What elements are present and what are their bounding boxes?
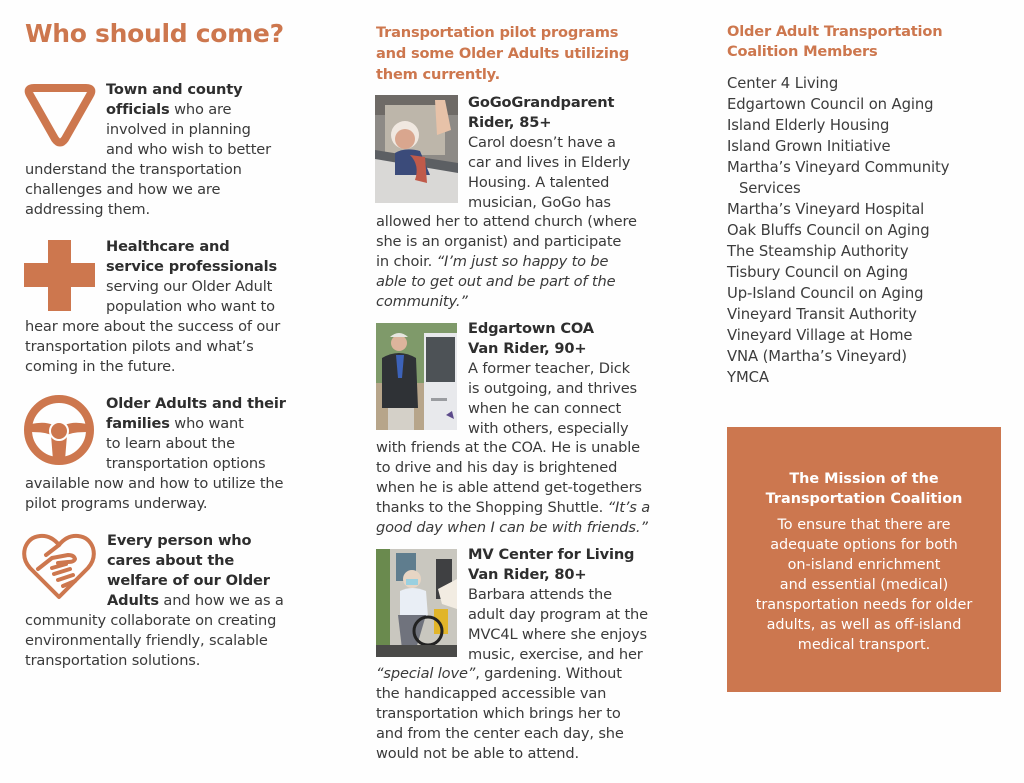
mission-text: transportation needs for older [755, 597, 973, 613]
member-item: Edgartown Council on Aging [727, 96, 934, 113]
mission-text: To ensure that there are [777, 517, 951, 533]
audience-text: serving our Older Adult [106, 278, 273, 295]
member-item: Martha’s Vineyard Community [727, 159, 950, 176]
mission-box [727, 427, 1001, 692]
story-quote: “special love” [376, 665, 476, 682]
audience-bold: cares about the [107, 552, 235, 569]
story-photo-dick [376, 323, 457, 430]
story-title: GoGoGrandparent [468, 94, 615, 111]
story-title: Edgartown COA [468, 320, 594, 337]
member-item: Center 4 Living [727, 75, 839, 92]
heading-line: Transportation pilot programs [376, 24, 619, 41]
story-quote: “It’s a [607, 499, 651, 516]
audience-text: transportation options [106, 455, 266, 472]
story-text: with friends at the COA. He is unable [376, 439, 640, 456]
audience-text: hear more about the success of our [25, 318, 281, 335]
story-text: Housing. A talented [468, 174, 610, 191]
member-item: Island Elderly Housing [727, 117, 890, 134]
member-item: Services [739, 180, 801, 197]
audience-bold: officials [106, 101, 170, 118]
member-item: Martha’s Vineyard Hospital [727, 201, 925, 218]
audience-bold: Every person who [107, 532, 252, 549]
story-quote: community.” [376, 293, 468, 310]
story-text: is outgoing, and thrives [468, 380, 637, 397]
story-text: A former teacher, Dick [468, 360, 630, 377]
audience-text: challenges and how we are [25, 181, 221, 198]
audience-bold: Adults [107, 592, 159, 609]
member-item: Up-Island Council on Aging [727, 285, 924, 302]
story-text: musician, GoGo has [468, 194, 611, 211]
mission-title: Transportation Coalition [765, 491, 963, 507]
member-item: Island Grown Initiative [727, 138, 891, 155]
mission-text: on-island enrichment [787, 557, 941, 573]
steering-wheel-icon [23, 394, 95, 466]
page-title: Who should come? [25, 19, 284, 48]
audience-text: environmentally friendly, scalable [25, 632, 268, 649]
heart-handshake-icon [20, 531, 98, 603]
story-title: Rider, 85+ [468, 114, 552, 131]
mission-text: adequate options for both [770, 537, 958, 553]
story-text: music, exercise, and her [468, 646, 643, 663]
audience-text: pilot programs underway. [25, 495, 208, 512]
story-text: when he can connect [468, 400, 622, 417]
story-text: adult day program at the [468, 606, 648, 623]
audience-bold: Healthcare and [106, 238, 230, 255]
audience-text: understand the transportation [25, 161, 242, 178]
member-item: Vineyard Village at Home [727, 327, 913, 344]
yield-triangle-icon [24, 83, 96, 149]
story-quote: good day when I can be with friends.” [376, 519, 648, 536]
audience-text: involved in planning [106, 121, 251, 138]
story-text: to drive and his day is brightened [376, 459, 618, 476]
story-title: MV Center for Living [468, 546, 635, 563]
member-item: YMCA [727, 369, 769, 386]
story-text: car and lives in Elderly [468, 154, 631, 171]
story-text: MVC4L where she enjoys [468, 626, 647, 643]
story-photo-barbara [376, 549, 457, 657]
audience-text: to learn about the [106, 435, 235, 452]
story-text: when he is able attend get-togethers [376, 479, 642, 496]
member-item: Vineyard Transit Authority [727, 306, 917, 323]
heading-line: Older Adult Transportation [727, 23, 943, 40]
member-item: Oak Bluffs Council on Aging [727, 222, 930, 239]
story-quote: “I’m just so happy to be [436, 253, 609, 270]
mission-title: The Mission of the [789, 471, 939, 487]
member-item: VNA (Martha’s Vineyard) [727, 348, 907, 365]
audience-text: and who wish to better [106, 141, 271, 158]
audience-bold: service professionals [106, 258, 278, 275]
story-title: Van Rider, 90+ [468, 340, 587, 357]
mission-text: and essential (medical) [779, 577, 949, 593]
heading-line: Coalition Members [727, 43, 878, 60]
story-text: allowed her to attend church (where [376, 213, 637, 230]
mission-text: adults, as well as off-island [766, 617, 962, 633]
audience-text: transportation pilots and what’s [25, 338, 254, 355]
audience-text: and how we as a [158, 592, 284, 609]
story-text: transportation which brings her to [376, 705, 621, 722]
story-text: would not be able to attend. [376, 745, 579, 762]
story-text: in choir. [376, 253, 437, 270]
audience-bold: Older Adults and their [106, 395, 286, 412]
story-text: and from the center each day, she [376, 725, 624, 742]
story-text: the handicapped accessible van [376, 685, 607, 702]
audience-text: population who want to [106, 298, 275, 315]
story-text: Barbara attends the [468, 586, 612, 603]
audience-text: who want [169, 415, 244, 432]
audience-text: available now and how to utilize the [25, 475, 284, 492]
story-text: thanks to the Shopping Shuttle. [376, 499, 608, 516]
audience-text: coming in the future. [25, 358, 176, 375]
audience-bold: welfare of our Older [107, 572, 270, 589]
story-text: she is an organist) and participate [376, 233, 622, 250]
story-title: Van Rider, 80+ [468, 566, 587, 583]
mission-text: medical transport. [797, 637, 931, 653]
story-text: with others, especially [468, 420, 629, 437]
story-photo-carol [375, 95, 458, 203]
story-text: , gardening. Without [475, 665, 622, 682]
member-item: Tisbury Council on Aging [727, 264, 909, 281]
audience-text: who are [169, 101, 232, 118]
audience-bold: families [106, 415, 170, 432]
audience-bold: Town and county [106, 81, 243, 98]
story-text: Carol doesn’t have a [468, 134, 616, 151]
audience-text: addressing them. [25, 201, 150, 218]
audience-text: community collaborate on creating [25, 612, 277, 629]
story-quote: able to get out and be part of the [376, 273, 616, 290]
heading-line: them currently. [376, 66, 500, 83]
audience-text: transportation solutions. [25, 652, 201, 669]
medical-cross-icon [24, 240, 95, 311]
member-item: The Steamship Authority [727, 243, 909, 260]
heading-line: and some Older Adults utilizing [376, 45, 630, 62]
